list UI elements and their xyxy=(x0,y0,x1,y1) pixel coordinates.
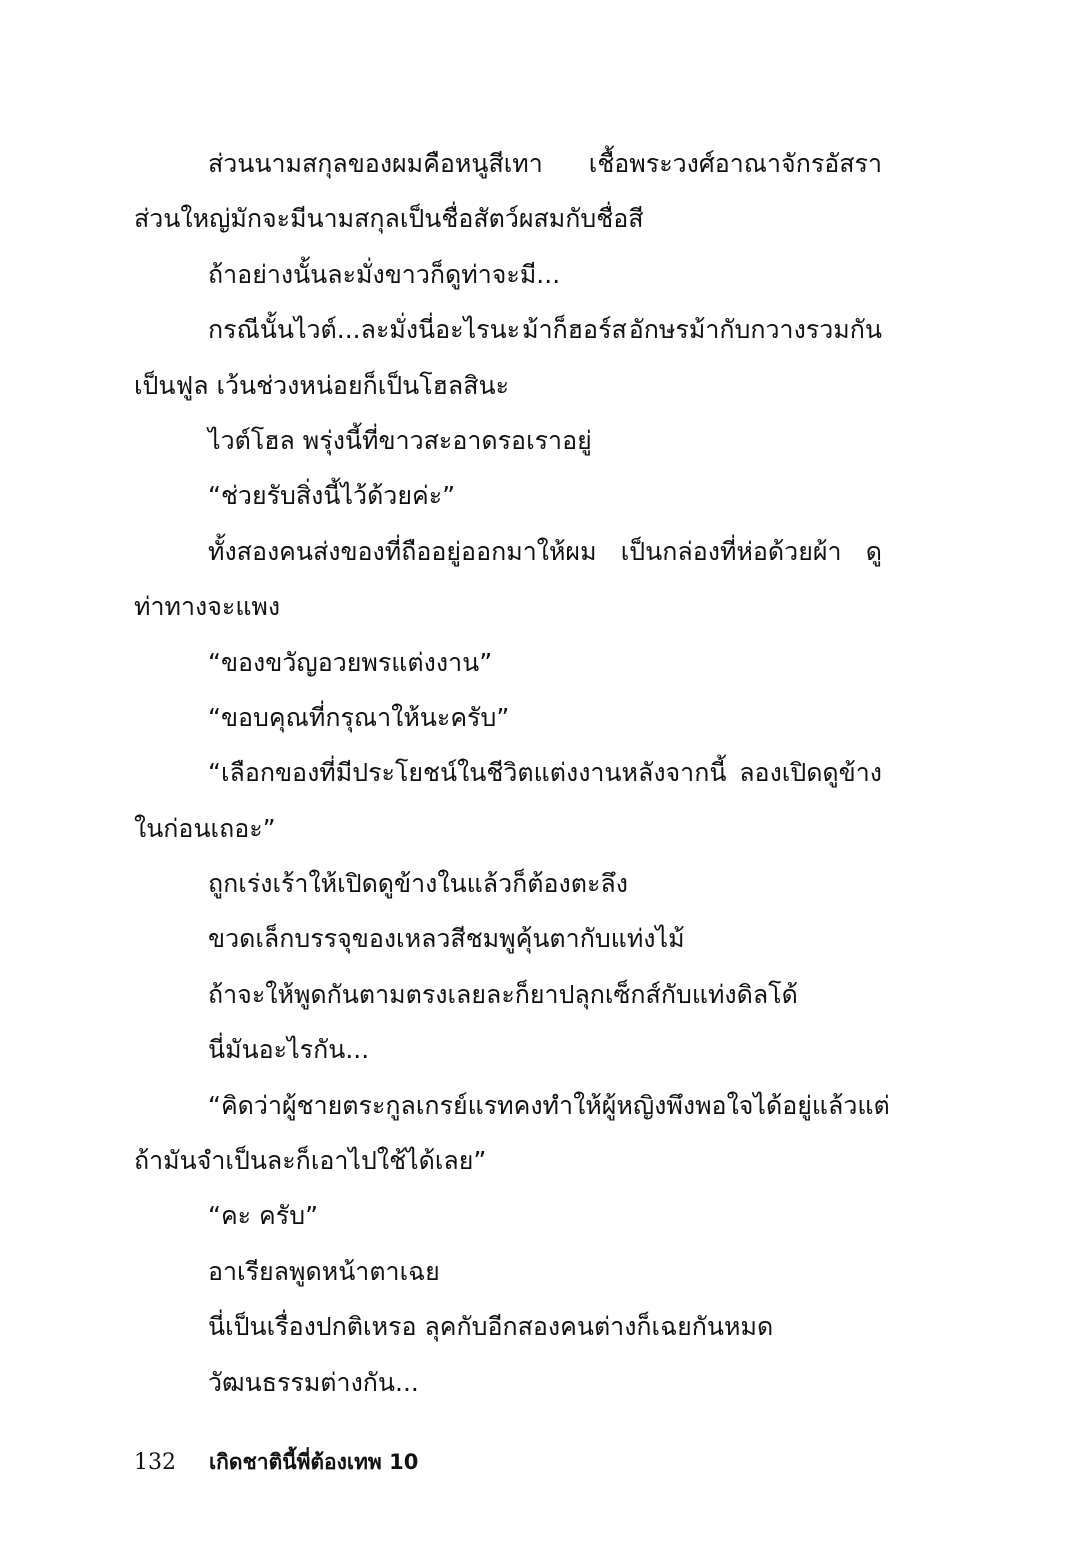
text-segment: “คิดว่าผู้ชายตระกูลเกรย์แรทคงทำให้ผู้หญิงพึงพอใจได้อยู่แล้ว xyxy=(208,1090,858,1120)
dialogue-line: ในก่อนเถอะ” xyxy=(134,813,276,843)
text-line: ส่วนใหญ่มักจะมีนามสกุลเป็นชื่อสัตว์ผสมกับชื่อสี xyxy=(134,204,644,234)
dialogue-line: “ขอบคุณที่กรุณาให้นะครับ” xyxy=(208,702,510,732)
page-number: 132 xyxy=(134,1450,176,1475)
text-segment: ทั้งสองคนส่งของที่ถืออยู่ออกมาให้ผม xyxy=(208,536,597,566)
text-segment: กรณีนั้นไวต์...ละมั่งนี่อะไรนะ xyxy=(208,315,521,345)
dialogue-line xyxy=(134,1078,890,1133)
text-line: ท่าทางจะแพง xyxy=(134,592,281,622)
text-segment: ดู xyxy=(865,536,882,566)
text-line: วัฒนธรรมต่างกัน... xyxy=(208,1367,419,1397)
page-footer xyxy=(134,1448,418,1477)
text-segment: ลองเปิดดูข้าง xyxy=(739,758,882,788)
text-segment: แต่ xyxy=(857,1090,890,1120)
text-line: อาเรียลพูดหน้าตาเฉย xyxy=(208,1256,440,1286)
text-line: ขวดเล็กบรรจุของเหลวสีชมพูคุ้นตากับแท่งไม้ xyxy=(208,924,685,954)
text-segment: ม้าก็ฮอร์ส xyxy=(522,315,627,345)
dialogue-line: ถ้ามันจำเป็นละก็เอาไปใช้ได้เลย” xyxy=(134,1146,487,1176)
text-line: ถ้าจะให้พูดกันตามตรงเลยละก็ยาปลุกเซ็กส์กับแท่งดิลโด้ xyxy=(208,979,798,1009)
text-line: นี่เป็นเรื่องปกติเหรอ ลุคกับอีกสองคนต่างก็เฉยกันหมด xyxy=(208,1312,774,1342)
text-line: ไวต์โฮล พรุ่งนี้ที่ขาวสะอาดรอเราอยู่ xyxy=(208,425,592,455)
text-line xyxy=(134,302,882,357)
text-line xyxy=(134,524,882,579)
dialogue-line xyxy=(134,745,882,800)
dialogue-line: “คะ ครับ” xyxy=(208,1201,319,1231)
text-segment: เชื้อพระวงศ์อาณาจักรอัสรา xyxy=(588,149,882,178)
dialogue-line: “ของขวัญอวยพรแต่งงาน” xyxy=(208,647,493,677)
text-segment: ส่วนนามสกุลของผมคือหนูสีเทา xyxy=(208,149,543,178)
book-title: เกิดชาตินี้พี่ต้องเทพ 10 xyxy=(209,1450,419,1474)
dialogue-line: “ช่วยรับสิ่งนี้ไว้ด้วยค่ะ” xyxy=(208,481,456,511)
text-line: ถูกเร่งเร้าให้เปิดดูข้างในแล้วก็ต้องตะลึง xyxy=(208,869,628,899)
body-text xyxy=(134,136,890,1410)
text-line: เป็นฟูล เว้นช่วงหน่อยก็เป็นโฮลสินะ xyxy=(134,370,510,400)
text-segment: อักษรม้ากับกวางรวมกัน xyxy=(628,315,882,345)
text-line: นี่มันอะไรกัน... xyxy=(208,1035,370,1065)
text-line: ถ้าอย่างนั้นละมั่งขาวก็ดูท่าจะมี... xyxy=(208,259,561,289)
text-segment: “เลือกของที่มีประโยชน์ในชีวิตแต่งงานหลังจากนี้ xyxy=(208,758,727,788)
text-line xyxy=(134,136,882,191)
text-segment: เป็นกล่องที่ห่อด้วยผ้า xyxy=(620,536,842,566)
